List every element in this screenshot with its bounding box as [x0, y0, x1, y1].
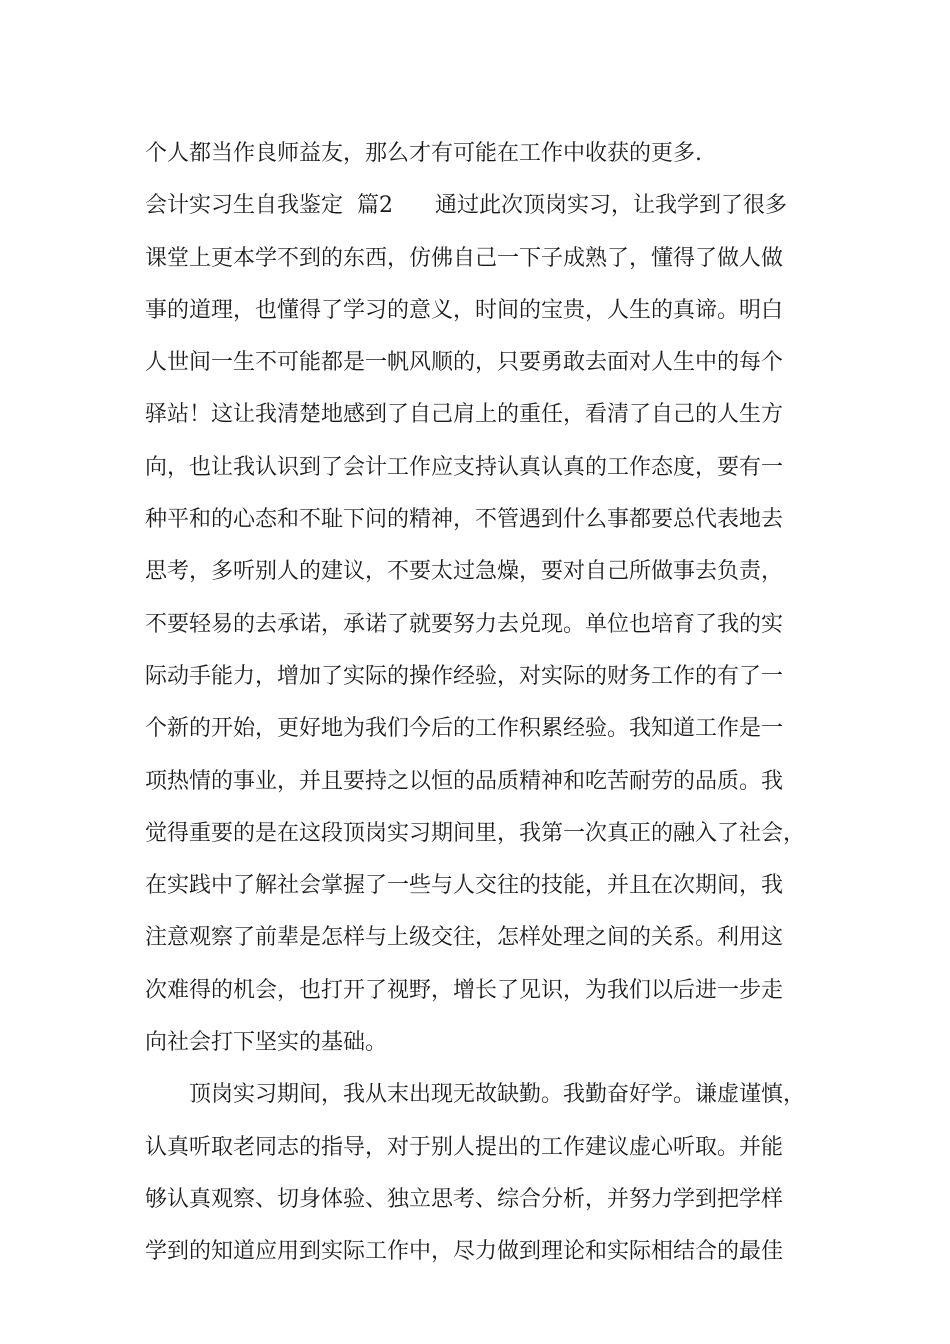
text-line: 向社会打下坚实的基础。: [145, 1030, 388, 1056]
text-line: 次难得的机会，也打开了视野，增长了见识，为我们以后进一步走: [145, 977, 784, 1003]
text-line: 际动手能力，增加了实际的操作经验，对实际的财务工作的有了一: [145, 663, 784, 689]
text-line: 课堂上更本学不到的东西，仿佛自己一下子成熟了，懂得了做人做: [145, 245, 784, 271]
text-line: 认真听取老同志的指导，对于别人提出的工作建议虚心听取。并能: [145, 1134, 784, 1160]
text-line: 觉得重要的是在这段顶岗实习期间里，我第一次真正的融入了社会，: [145, 820, 806, 846]
text-line: 事的道理，也懂得了学习的意义，时间的宝贵，人生的真谛。明白: [145, 297, 784, 323]
text-line: 不要轻易的去承诺，承诺了就要努力去兑现。单位也培育了我的实: [145, 611, 784, 637]
text-line: 够认真观察、切身体验、独立思考、综合分析，并努力学到把学样: [145, 1186, 784, 1212]
text-line: 向，也让我认识到了会计工作应支持认真认真的工作态度，要有一: [145, 454, 784, 480]
text-line: 在实践中了解社会掌握了一些与人交往的技能，并且在次期间，我: [145, 873, 784, 899]
text-line: 项热情的事业，并且要持之以恒的品质精神和吃苦耐劳的品质。我: [145, 768, 784, 794]
text-line: 注意观察了前辈是怎样与上级交往，怎样处理之间的关系。利用这: [145, 925, 784, 951]
text-line: 思考，多听别人的建议，不要太过急燥，要对自己所做事去负责，: [145, 559, 784, 585]
text-line: 种平和的心态和不耻下问的精神，不管遇到什么事都要总代表地去: [145, 507, 784, 533]
text-line: 学到的知道应用到实际工作中，尽力做到理论和实际相结合的最佳: [145, 1239, 784, 1265]
text-line: 个人都当作良师益友，那么才有可能在工作中收获的更多.: [145, 141, 702, 166]
text-line: 个新的开始，更好地为我们今后的工作积累经验。我知道工作是一: [145, 716, 784, 742]
text-line: 驿站！这让我清楚地感到了自己肩上的重任，看清了自己的人生方: [145, 402, 784, 428]
text-line: 人世间一生不可能都是一帆风顺的，只要勇敢去面对人生中的每个: [145, 350, 784, 376]
paragraph-start-line: 顶岗实习期间，我从末出现无故缺勤。我勤奋好学。谦虚谨慎，: [189, 1082, 806, 1108]
document-body: [145, 128, 845, 1279]
text-line: 会计实习生自我鉴定 篇2 通过此次顶岗实习，让我学到了很多: [145, 193, 787, 219]
